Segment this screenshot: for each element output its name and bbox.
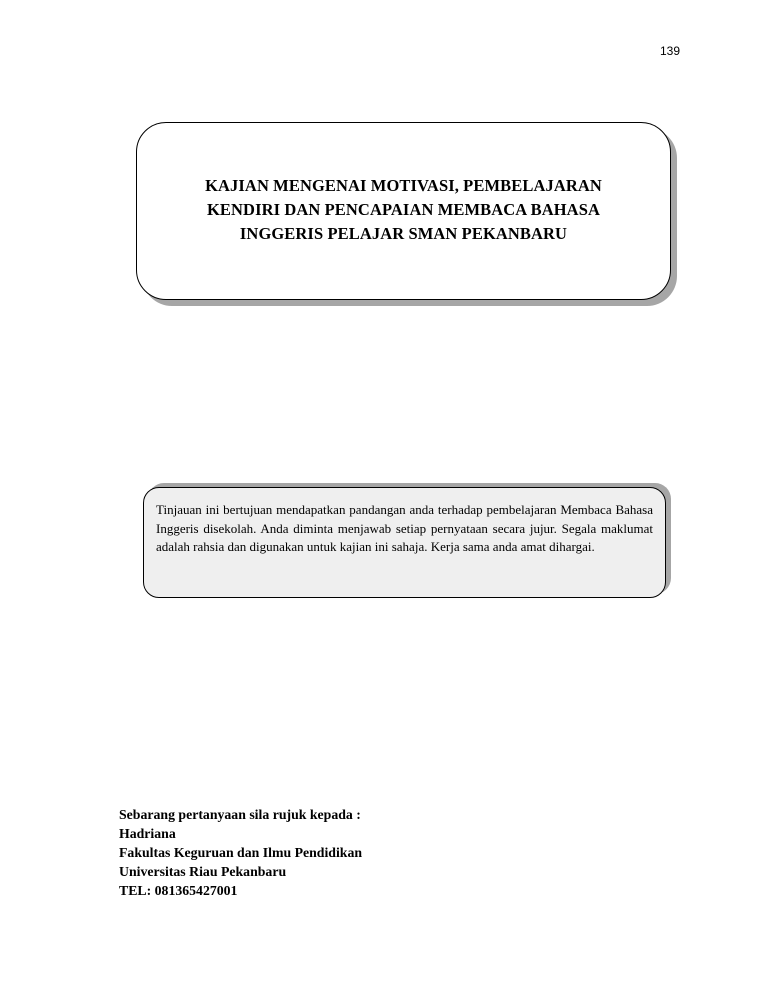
contact-block <box>119 805 362 900</box>
document-title: KAJIAN MENGENAI MOTIVASI, PEMBELAJARAN KENDIRI DAN PENCAPAIAN MEMBACA BAHASA INGGERIS PELAJAR SMAN PEKANBARU <box>205 176 602 243</box>
contact-name: Hadriana <box>119 826 176 841</box>
intro-box <box>143 487 666 598</box>
contact-faculty: Fakultas Keguruan dan Ilmu Pendidikan <box>119 845 363 860</box>
page-number: 139 <box>659 44 680 58</box>
intro-paragraph: Tinjauan ini bertujuan mendapatkan pandangan anda terhadap pembelajaran Membaca Bahasa Inggeris disekolah. Anda diminta menjawab setiap pernyataan secara jujur. Segala maklumat adalah rahsia dan digunakan untuk kajian ini sahaja. Kerja sama anda amat dihargai. <box>156 502 653 555</box>
contact-phone: TEL: 081365427001 <box>119 883 238 898</box>
title-box <box>136 122 671 300</box>
contact-heading: Sebarang pertanyaan sila rujuk kepada : <box>119 807 361 822</box>
contact-university: Universitas Riau Pekanbaru <box>119 864 287 879</box>
